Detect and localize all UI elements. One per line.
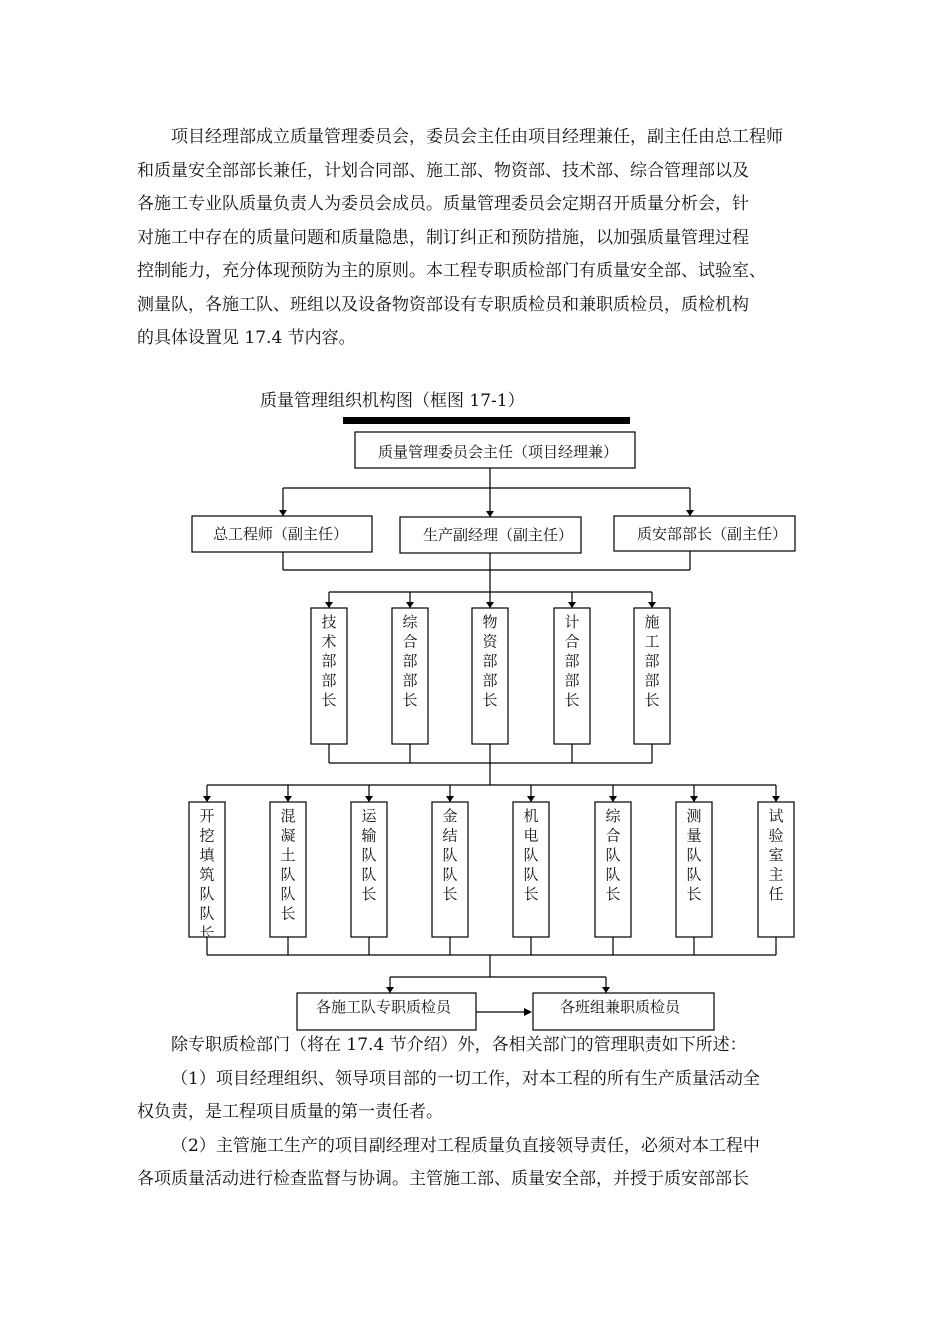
org-box-label: 开挖填筑队队长 [199, 807, 215, 942]
org-box-label: 金结队队长 [442, 807, 458, 903]
org-box-label: 技术部部长 [321, 613, 337, 709]
org-box-label: 各施工队专职质检员 [316, 998, 452, 1016]
text-line: 和质量安全部部长兼任，计划合同部、施工部、物资部、技术部、综合管理部以及 [137, 160, 749, 181]
org-box-label: 运输队队长 [361, 807, 377, 903]
org-box-label: 各班组兼职质检员 [560, 998, 681, 1016]
org-box-label: 综合队队长 [605, 807, 621, 903]
text-line: 对施工中存在的质量问题和质量隐患，制订纠正和预防措施，以加强质量管理过程 [137, 227, 749, 248]
org-box-label: 物资部部长 [482, 613, 498, 709]
org-box-label: 试验室主任 [768, 807, 784, 903]
chart-caption: 质量管理组织机构图（框图 17-1） [260, 391, 525, 411]
org-box-top-label: 质量管理委员会主任（项目经理兼） [378, 443, 619, 461]
text-line: 控制能力，充分体现预防为主的原则。本工程专职质检部门有质量安全部、试验室、 [137, 261, 766, 281]
text-line: （1）项目经理组织、领导项目部的一切工作，对本工程的所有生产质量活动全 [171, 1068, 760, 1089]
org-box-label: 混凝土队队长 [280, 807, 296, 923]
org-box-label: 施工部部长 [644, 613, 660, 709]
org-box-level4 [189, 802, 794, 942]
after-paragraph [137, 1029, 837, 1197]
org-box-label: 机电队队长 [523, 807, 539, 903]
org-box-level3 [311, 608, 670, 744]
org-box-label: 测量队队长 [686, 807, 702, 903]
text-line: （2）主管施工生产的项目副经理对工程质量负直接领导责任，必须对本工程中 [171, 1135, 760, 1156]
org-box-label: 计合部部长 [564, 613, 580, 709]
text-line: 项目经理部成立质量管理委员会，委员会主任由项目经理兼任，副主任由总工程师 [171, 127, 783, 147]
org-box-top [355, 432, 635, 468]
text-line: 除专职质检部门（将在 17.4 节介绍）外，各相关部门的管理职责如下所述： [171, 1035, 747, 1055]
text-line: 权负责，是工程项目质量的第一责任者。 [137, 1102, 443, 1122]
org-box-level2 [192, 516, 795, 553]
org-box-label: 质安部部长（副主任） [637, 525, 788, 543]
org-box-label: 生产副经理（副主任） [423, 526, 574, 544]
org-box-label: 总工程师（副主任） [213, 525, 349, 543]
text-line: 的具体设置见 17.4 节内容。 [137, 328, 356, 348]
text-line: 各施工专业队质量负责人为委员会成员。质量管理委员会定期召开质量分析会，针 [137, 194, 749, 214]
text-line: 各项质量活动进行检查监督与协调。主管施工部、质量安全部，并授于质安部部长 [137, 1169, 749, 1189]
text-line: 测量队，各施工队、班组以及设备物资部设有专职质检员和兼职质检员，质检机构 [137, 294, 749, 315]
org-box-label: 综合部部长 [402, 613, 418, 709]
